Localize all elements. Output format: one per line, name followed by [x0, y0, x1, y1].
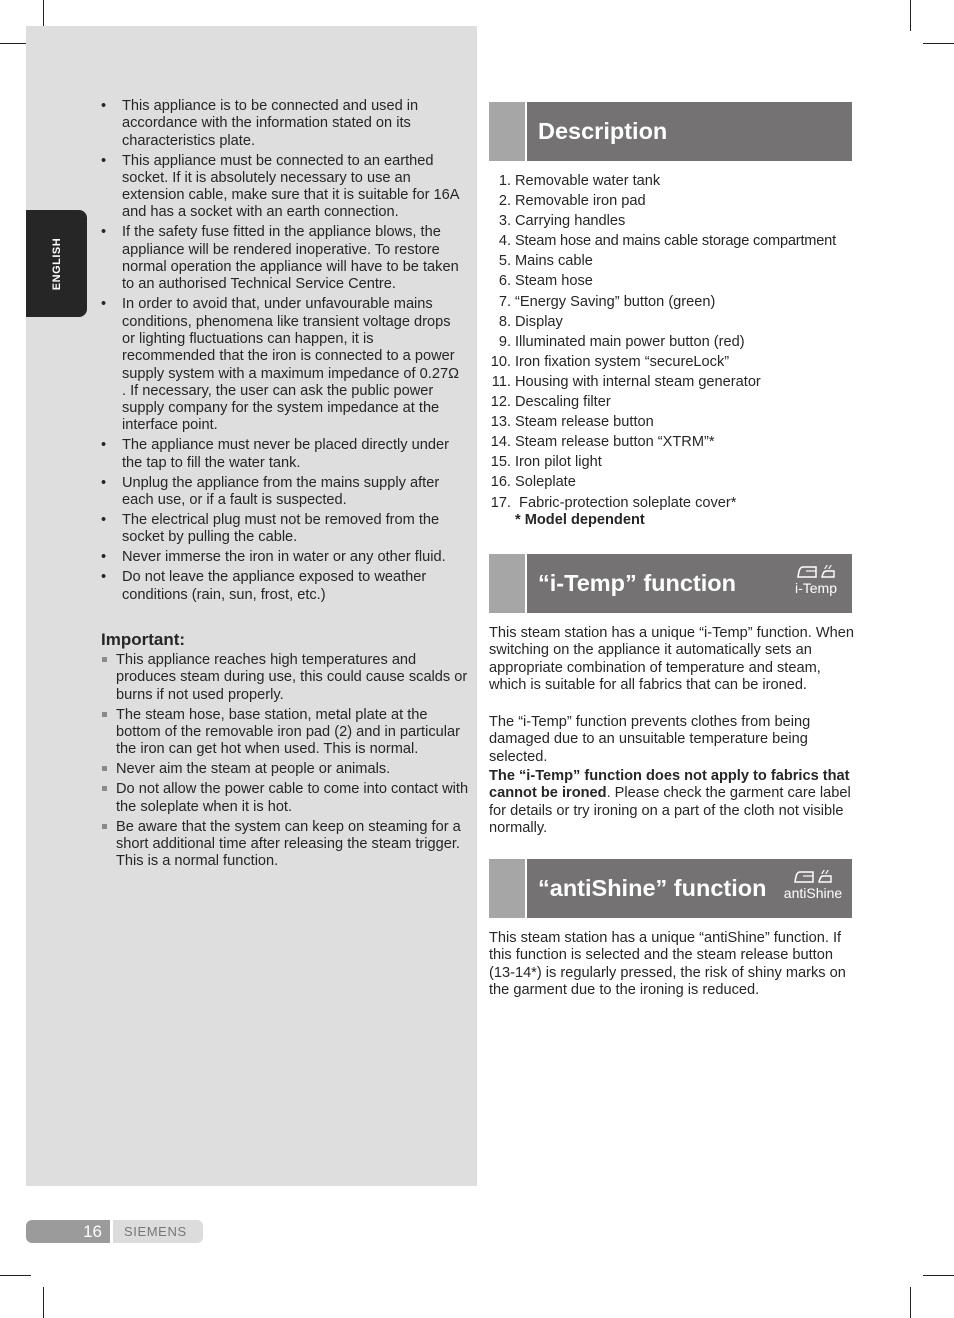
item-text: Steam hose — [515, 273, 593, 290]
item-number: 3. — [498, 213, 511, 230]
item-text: Carrying handles — [515, 213, 626, 230]
item-text: Removable iron pad — [515, 193, 646, 210]
important-item: Be aware that the system can keep on steaming for a short additional time after releasing the steam trigger. This is a normal function. — [101, 819, 471, 871]
safety-item: • The appliance must never be placed directly under the tap to fill the water tank. — [101, 437, 467, 472]
itemp-warning-bold: The “i-Temp” function does not apply to fabrics that cannot be ironed — [489, 768, 850, 802]
description-item — [489, 472, 861, 492]
item-text: Iron fixation system “secureLock” — [515, 353, 730, 370]
description-item — [489, 271, 861, 291]
important-list — [101, 652, 471, 874]
itemp-paragraph: The “i-Temp” function prevents clothes from being damaged due to an unsuitable temperature being selected. — [489, 714, 811, 765]
safety-list — [101, 98, 467, 607]
item-text: Mains cable — [515, 253, 593, 270]
header-accent — [489, 859, 527, 918]
description-item — [489, 432, 861, 452]
description-item — [489, 191, 861, 211]
page-number — [26, 1220, 110, 1243]
iron-steam-icon — [795, 564, 837, 580]
item-text: Steam release button — [515, 414, 654, 431]
description-item — [489, 392, 861, 412]
itemp-paragraph: This steam station has a unique “i-Temp” function. When switching on the appliance it automatically sets an appropriate combination of temperature and steam, which is suitable for all fabrics that can be ironed. — [489, 625, 855, 693]
item-text: Descaling filter — [515, 394, 611, 411]
itemp-badge — [786, 564, 846, 596]
description-item — [489, 292, 861, 312]
item-number: 17. — [490, 494, 511, 511]
itemp-paragraph — [489, 768, 854, 837]
language-tab — [26, 210, 87, 317]
itemp-badge-label: i-Temp — [794, 580, 837, 596]
item-text: Display — [515, 313, 563, 330]
safety-item: • If the safety fuse fitted in the appliance blows, the appliance will be rendered inoperative. To restore normal operation the appliance will have to be taken to an authorised Technical Service Centre. — [101, 224, 467, 293]
description-item — [489, 171, 861, 191]
safety-item: • Unplug the appliance from the mains supply after each use, or if a fault is suspected. — [101, 475, 467, 510]
item-number: 6. — [498, 273, 511, 290]
crop-mark — [910, 0, 911, 31]
antishine-badge-label: antiShine — [783, 885, 843, 901]
important-item: The steam hose, base station, metal plate at the bottom of the removable iron pad (2) and in particular the iron can get hot when used. This is normal. — [101, 707, 471, 759]
crop-mark — [923, 43, 954, 44]
item-number: 12. — [490, 394, 511, 411]
safety-item: • In order to avoid that, under unfavourable mains conditions, phenomena like transient voltage drops or lighting fluctuations can happen, it is recommended that the iron is connected to a power supply system with a maximum impedance of 0.27Ω . If necessary, the user can ask the public power supply company for the system impedance at the interface point. — [101, 296, 467, 434]
description-list — [489, 171, 861, 513]
antishine-title: “antiShine” function — [538, 875, 767, 901]
header-accent — [489, 102, 527, 161]
safety-item: • Do not leave the appliance exposed to weather conditions (rain, sun, frost, etc.) — [101, 569, 467, 604]
iron-steam-icon — [792, 869, 834, 885]
item-text: Fabric-protection soleplate cover* — [515, 494, 737, 511]
important-heading: Important: — [101, 630, 186, 649]
description-item — [489, 332, 861, 352]
crop-mark — [910, 1287, 911, 1318]
item-number: 16. — [490, 474, 511, 491]
item-text: Soleplate — [515, 474, 576, 491]
language-label: ENGLISH — [50, 237, 63, 290]
itemp-header — [489, 554, 852, 613]
itemp-title: “i-Temp” function — [538, 570, 736, 596]
item-text: “Energy Saving” button (green) — [515, 293, 716, 310]
item-number: 13. — [490, 414, 511, 431]
antishine-paragraph: This steam station has a unique “antiShine” function. If this function is selected and the steam release button (13-14*) is regularly pressed, the risk of shiny marks on the garment due to the ironing is reduced. — [489, 930, 846, 998]
item-number: 4. — [498, 233, 511, 250]
antishine-badge — [777, 869, 849, 901]
item-text: Removable water tank — [515, 173, 661, 189]
safety-item: • The electrical plug must not be removed from the socket by pulling the cable. — [101, 512, 467, 547]
description-item — [489, 312, 861, 332]
item-number: 5. — [498, 253, 511, 270]
page-number-label: 16 — [83, 1222, 102, 1241]
description-item — [489, 231, 861, 251]
itemp-warning-rest: . Please check the garment care label for details or try ironing on a part of the cloth not visible normally. — [489, 785, 851, 836]
item-text: Steam release button “XTRM”* — [515, 434, 715, 451]
item-number: 10. — [490, 353, 511, 370]
crop-mark — [923, 1275, 954, 1276]
item-number: 7. — [498, 293, 511, 310]
safety-item: • This appliance is to be connected and used in accordance with the information stated on its characteristics plate. — [101, 98, 467, 150]
item-number: 9. — [498, 333, 511, 350]
important-item: This appliance reaches high temperatures and produces steam during use, this could cause scalds or burns if not used properly. — [101, 652, 471, 704]
safety-item: • This appliance must be connected to an earthed socket. If it is absolutely necessary to use an extension cable, make sure that it is suitable for 16A and has a socket with an earth connection. — [101, 153, 467, 222]
item-number: 15. — [490, 454, 511, 471]
header-accent — [489, 554, 527, 613]
description-header — [489, 102, 852, 161]
description-item — [489, 412, 861, 432]
antishine-header — [489, 859, 852, 918]
item-number: 1. — [498, 173, 511, 189]
description-title: Description — [538, 118, 668, 144]
item-number: 11. — [491, 373, 511, 390]
item-text: Housing with internal steam generator — [515, 373, 761, 390]
brand-tab — [113, 1220, 203, 1243]
description-item — [489, 372, 861, 392]
description-item — [489, 211, 861, 231]
brand-label: SIEMENS — [124, 1224, 187, 1239]
crop-mark — [0, 1275, 31, 1276]
item-number: 14. — [490, 434, 511, 451]
item-text: Illuminated main power button (red) — [515, 333, 745, 350]
description-item — [489, 493, 861, 513]
item-number: 8. — [498, 313, 511, 330]
item-number: 2. — [498, 193, 511, 210]
item-text: Steam hose and mains cable storage compartment — [515, 233, 836, 250]
important-item: Never aim the steam at people or animals. — [101, 761, 471, 778]
safety-item: • Never immerse the iron in water or any other fluid. — [101, 549, 467, 566]
description-item — [489, 251, 861, 271]
item-text: Iron pilot light — [515, 454, 602, 471]
important-item: Do not allow the power cable to come into contact with the soleplate when it is hot. — [101, 781, 471, 816]
description-item — [489, 352, 861, 372]
crop-mark — [43, 1287, 44, 1318]
model-dependent-note: * Model dependent — [515, 512, 645, 528]
description-item — [489, 452, 861, 472]
